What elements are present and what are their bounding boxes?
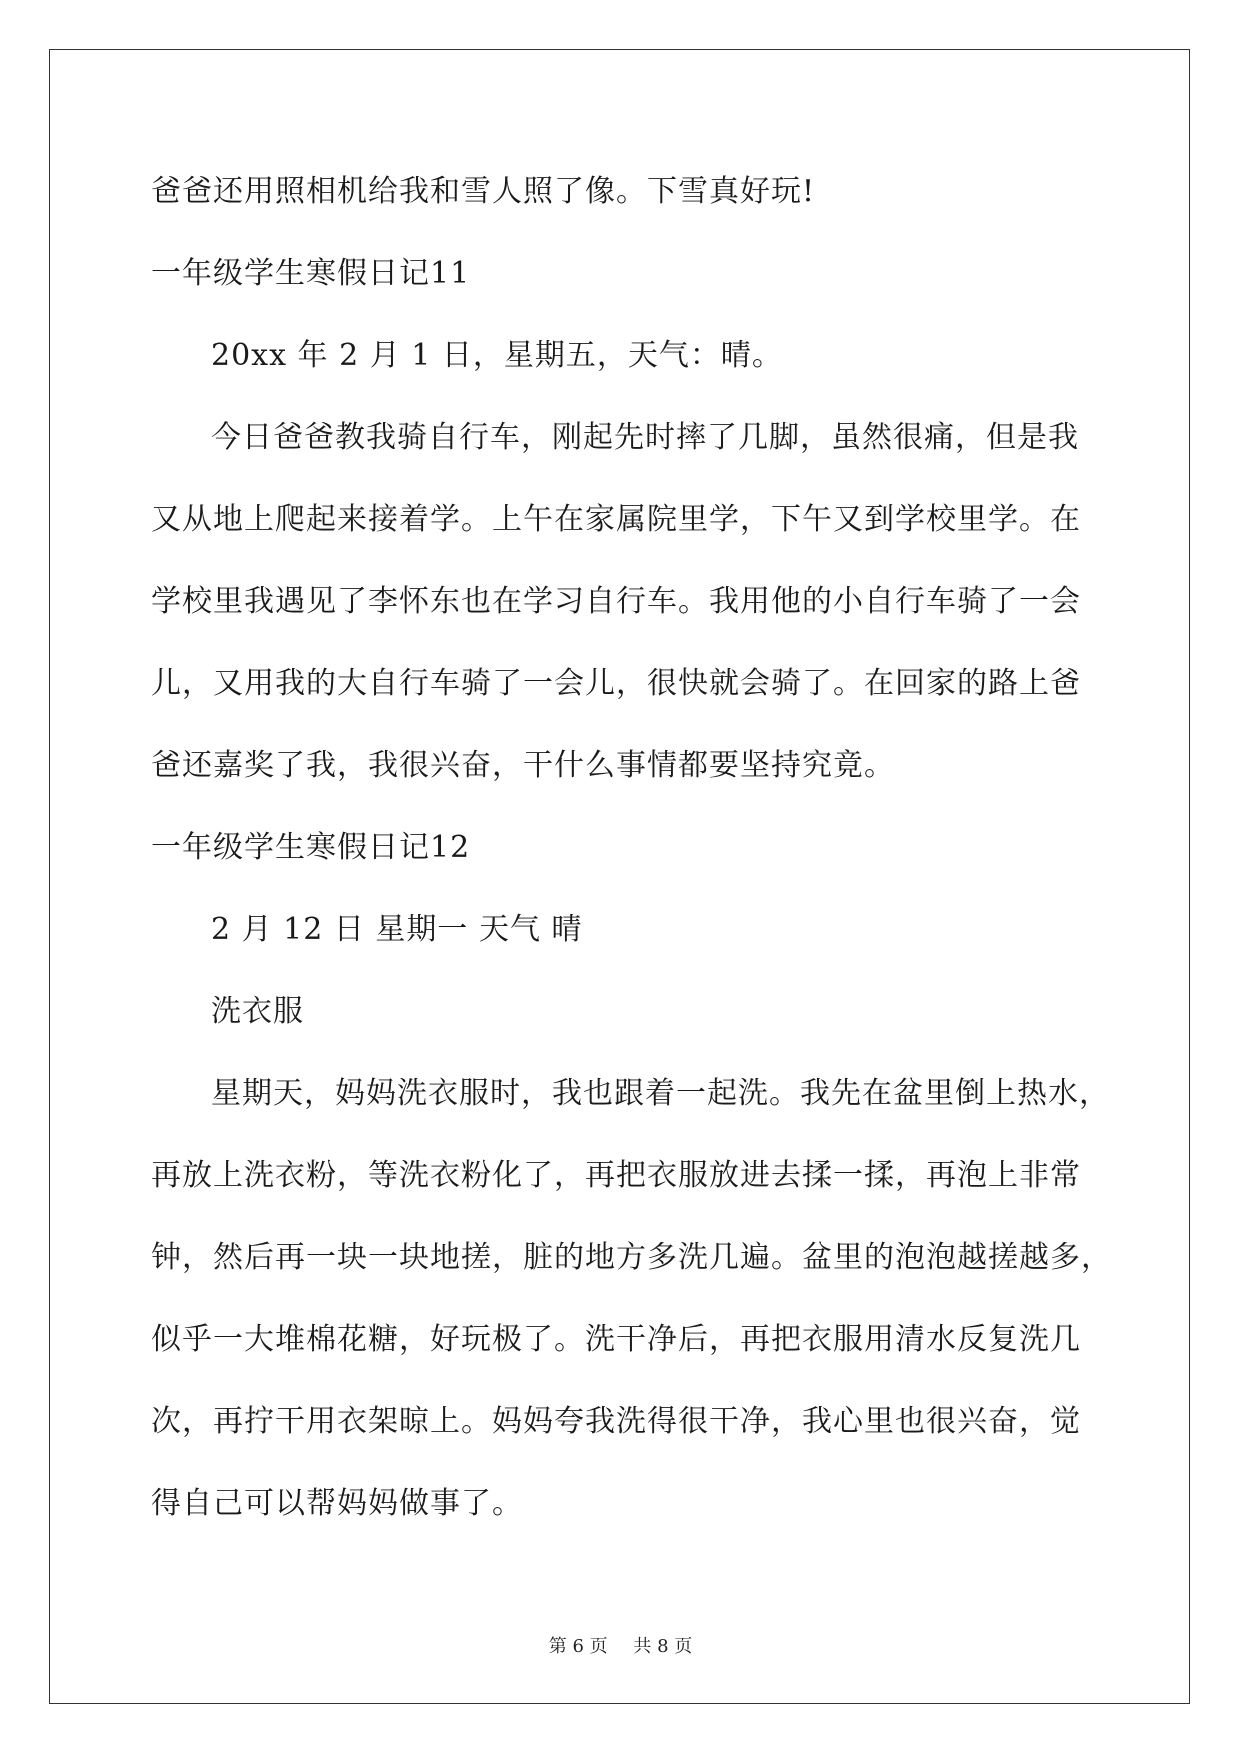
text-line: 再放上洗衣粉，等洗衣粉化了，再把衣服放进去揉一揉，再泡上非常 <box>151 1158 1081 1193</box>
text-line: 星期天，妈妈洗衣服时，我也跟着一起洗。我先在盆里倒上热水， <box>211 1076 1110 1111</box>
diary-heading: 一年级学生寒假日记12 <box>151 830 471 865</box>
diary-date-line: 2 月 12 日 星期一 天气 晴 <box>211 912 583 947</box>
text-line: 爸爸还用照相机给我和雪人照了像。下雪真好玩! <box>151 174 816 209</box>
page-number-total: 共 8 页 <box>633 1636 693 1657</box>
document-body <box>151 157 1111 1551</box>
diary-date-line: 20xx 年 2 月 1 日，星期五，天气：晴。 <box>211 338 783 373</box>
text-line: 爸还嘉奖了我，我很兴奋，干什么事情都要坚持究竟。 <box>151 748 895 783</box>
text-line: 得自己可以帮妈妈做事了。 <box>151 1486 523 1521</box>
page-number-current: 第 6 页 <box>548 1636 608 1657</box>
diary-heading: 一年级学生寒假日记11 <box>151 256 471 291</box>
text-line: 今日爸爸教我骑自行车，刚起先时摔了几脚，虽然很痛，但是我 <box>211 420 1079 455</box>
text-line: 儿，又用我的大自行车骑了一会儿，很快就会骑了。在回家的路上爸 <box>151 666 1081 701</box>
text-line: 似乎一大堆棉花糖，好玩极了。洗干净后，再把衣服用清水反复洗几 <box>151 1322 1081 1357</box>
text-line: 又从地上爬起来接着学。上午在家属院里学，下午又到学校里学。在 <box>151 502 1081 537</box>
text-line: 次，再拧干用衣架晾上。妈妈夸我洗得很干净，我心里也很兴奋，觉 <box>151 1404 1081 1439</box>
page-footer <box>0 1632 1241 1658</box>
text-line: 学校里我遇见了李怀东也在学习自行车。我用他的小自行车骑了一会 <box>151 584 1081 619</box>
text-line: 钟，然后再一块一块地搓，脏的地方多洗几遍。盆里的泡泡越搓越多， <box>151 1240 1112 1275</box>
diary-title: 洗衣服 <box>211 994 304 1029</box>
